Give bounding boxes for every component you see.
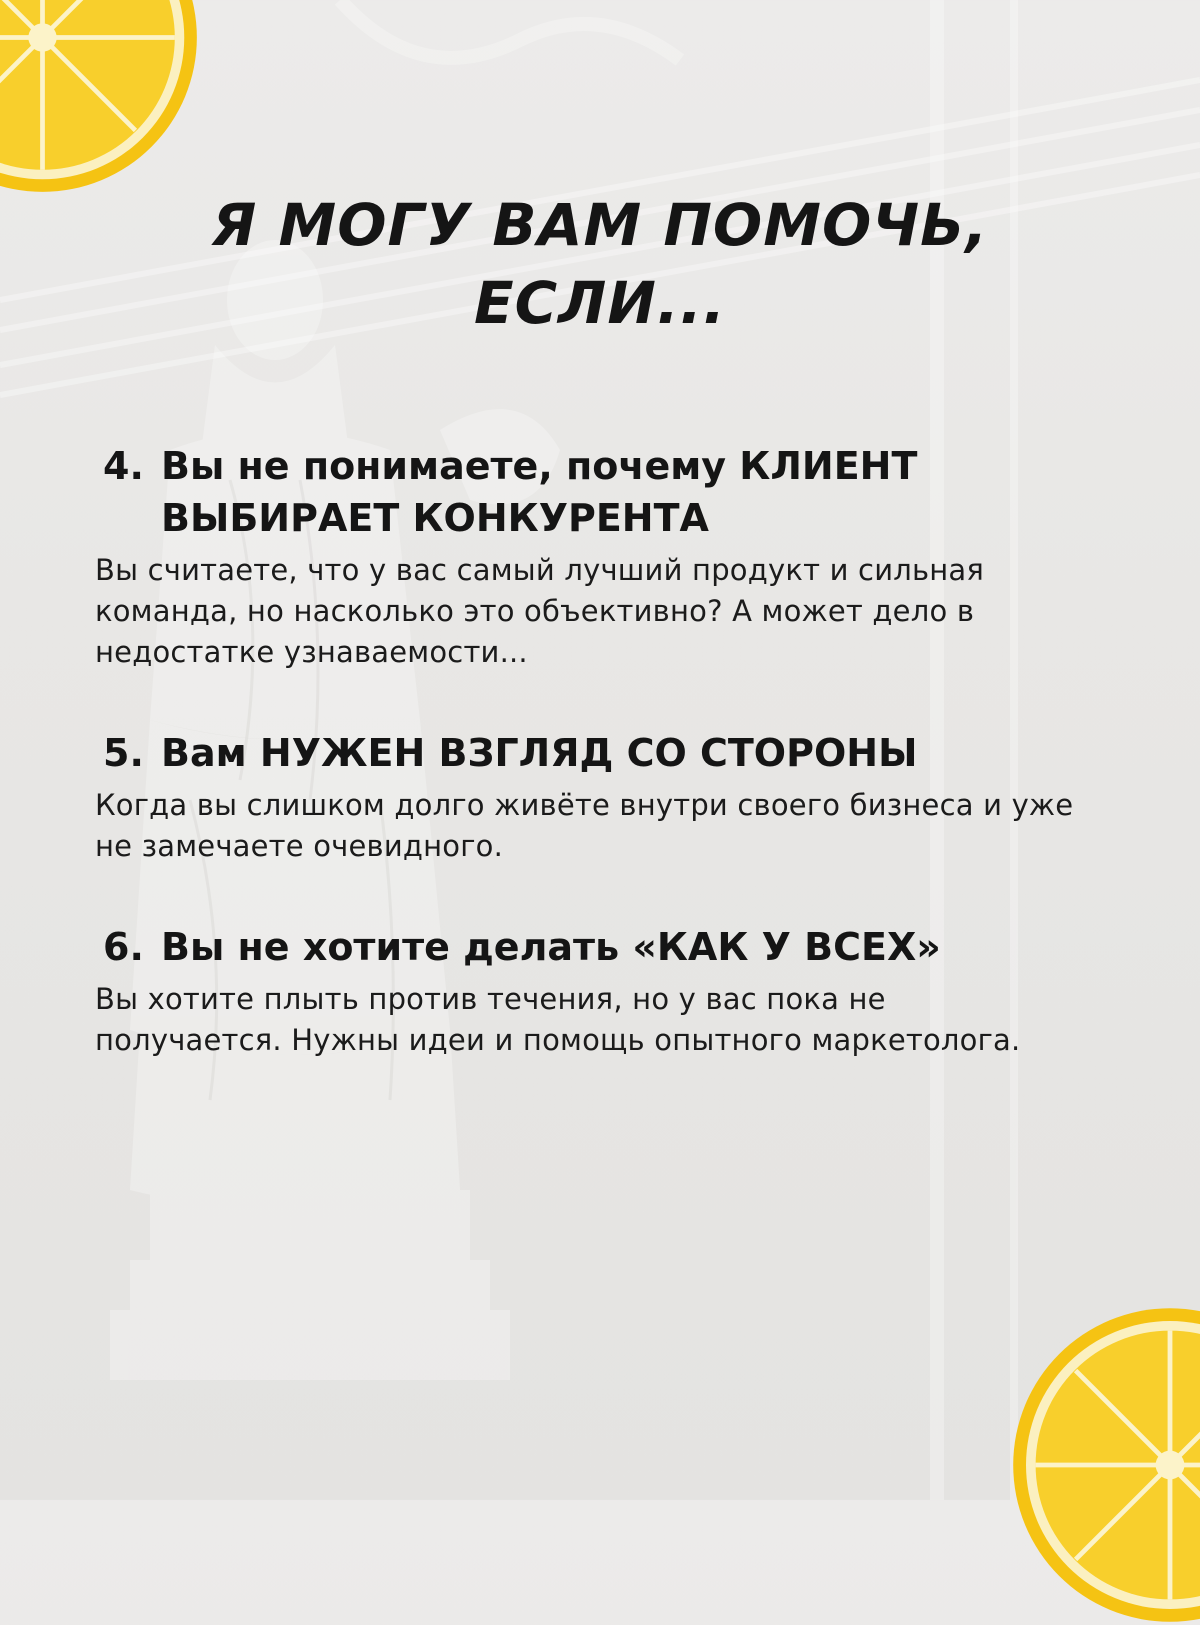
item-description: Вы считаете, что у вас самый лучший продукт и сильная команда, но насколько это объективно? А может дело в недостатке узнаваемости... bbox=[95, 553, 985, 669]
list-item bbox=[95, 727, 1095, 867]
item-heading-text: Вы не хотите делать «КАК У ВСЕХ» bbox=[161, 925, 941, 969]
lemon-slice-icon bbox=[0, 0, 200, 195]
list-item bbox=[95, 440, 1095, 673]
reasons-list bbox=[95, 440, 1095, 1115]
item-number: 5. bbox=[103, 731, 144, 775]
item-description: Когда вы слишком долго живёте внутри своего бизнеса и уже не замечаете очевидного. bbox=[95, 788, 1074, 863]
item-heading-text: Вам НУЖЕН ВЗГЛЯД СО СТОРОНЫ bbox=[161, 731, 918, 775]
lemon-slice-icon bbox=[1010, 1305, 1200, 1625]
page-title bbox=[0, 186, 1200, 342]
item-heading bbox=[95, 440, 1095, 544]
item-heading-text: Вы не понимаете, почему КЛИЕНТ ВЫБИРАЕТ КОНКУРЕНТА bbox=[161, 444, 918, 540]
item-number: 6. bbox=[103, 925, 144, 969]
title-line-2: ЕСЛИ... bbox=[474, 269, 726, 337]
list-item bbox=[95, 921, 1095, 1061]
item-heading bbox=[95, 921, 1095, 973]
title-line-1: Я МОГУ ВАМ ПОМОЧЬ, bbox=[211, 191, 989, 259]
item-heading bbox=[95, 727, 1095, 779]
item-description: Вы хотите плыть против течения, но у вас пока не получается. Нужны идеи и помощь опытного маркетолога. bbox=[95, 982, 1021, 1057]
item-number: 4. bbox=[103, 444, 144, 488]
